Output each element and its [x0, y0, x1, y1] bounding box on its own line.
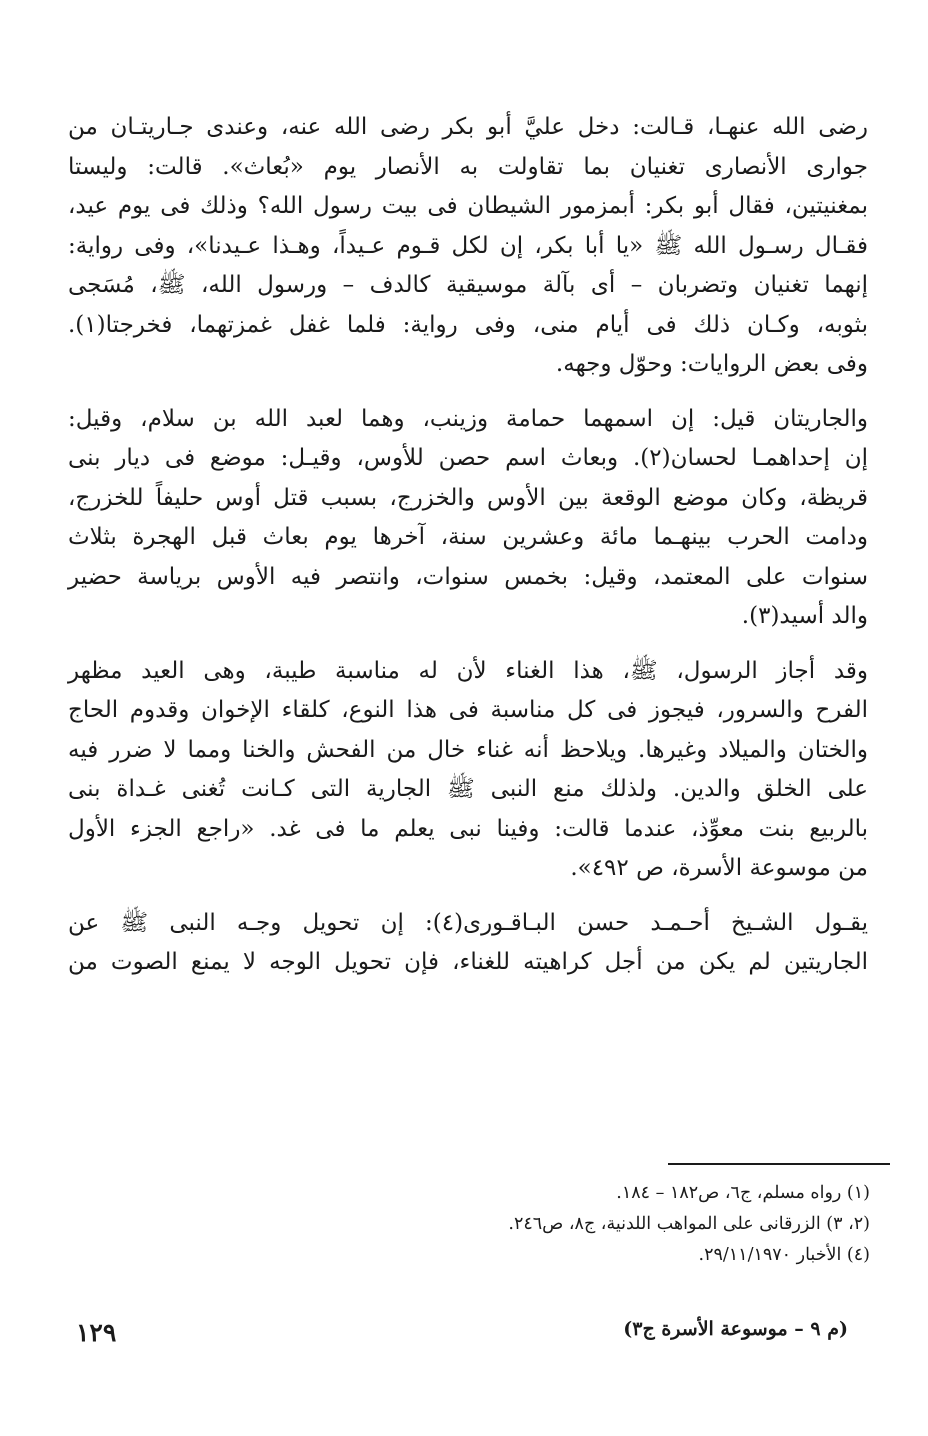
paragraph-1: [68, 108, 868, 385]
text-line: والختان والميلاد وغيرها. ويلاحظ أنه غناء خال من الفحش والخنا ومما لا ضرر فيه: [68, 736, 868, 763]
text-line: الفرح والسرور، فيجوز فى كل مناسبة فى هذا النوع، كلقاء الإخوان وقدوم الحاج: [68, 697, 868, 723]
page-body: [68, 108, 868, 998]
footer-source-label: (م ٩ – موسوعة الأسرة ج٣): [623, 1318, 848, 1340]
text-line: رضى الله عنهـا، قـالت: دخل عليَّ أبو بكر رضى الله عنه، وعندى جـاريتـان من: [68, 114, 868, 140]
text-line: ودامت الحرب بينهـما مائة وعشرين سنة، آخرها يوم بعاث قبل الهجرة بثلاث: [68, 524, 868, 550]
footnote-1: (١) رواه مسلم، ج٦، ص١٨٢ – ١٨٤.: [616, 1183, 870, 1203]
text-line: سنوات على المعتمد، وقيل: بخمس سنوات، وانتصر فيه الأوس برياسة حضير: [68, 563, 868, 590]
footnote-4: (٤) الأخبار ٢٩/١١/١٩٧٠.: [698, 1245, 870, 1265]
paragraph-3: [68, 652, 868, 889]
paragraph-4: [68, 904, 868, 983]
text-line: بمغنيتين، فقال أبو بكر: أبمزمور الشيطان فى بيت رسول الله؟ وذلك فى يوم عيد،: [68, 193, 868, 219]
text-line: قريظة، وكان موضع الوقعة بين الأوس والخزرج، بسبب قتل أوس حليفاً للخزرج،: [68, 484, 868, 511]
page-number: ١٢٩: [76, 1318, 117, 1347]
text-line: على الخلق والدين. ولذلك منع النبى ﷺ الجارية التى كـانت تُغنى غـداة بنى: [68, 776, 868, 802]
text-line: وفى بعض الروايات: وحوّل وجهه.: [555, 351, 868, 377]
text-line: من موسوعة الأسرة، ص ٤٩٢».: [570, 855, 868, 881]
text-line: بثوبه، وكـان ذلك فى أيام منى، وفى رواية: فلما غفل غمزتهما، فخرجتا(١).: [68, 311, 868, 338]
text-line: فقـال رسـول الله ﷺ «يا أبا بكر، إن لكل قـوم عـيداً، وهـذا عـيدنا»، وفى رواية:: [68, 232, 868, 259]
text-line: إن إحداهمـا لحسان(٢). وبعاث اسم حصن للأوس، وقيـل: موضع فى ديار بنى: [68, 445, 868, 471]
text-line: وقد أجاز الرسول، ﷺ، هذا الغناء لأن له مناسبة طيبة، وهى العيد مظهر: [68, 657, 868, 684]
text-line: بالربيع بنت معوِّذ، عندما قالت: وفينا نبى يعلم ما فى غد. «راجع الجزء الأول: [68, 815, 868, 842]
text-line: والد أسيد(٣).: [741, 603, 868, 629]
text-line: والجاريتان قيل: إن اسمهما حمامة وزينب، وهما لعبد الله بن سلام، وقيل:: [68, 405, 868, 432]
footnote-divider: [668, 1163, 890, 1165]
page-footer: [68, 1318, 868, 1358]
footnote-2-3: (٢، ٣) الزرقانى على المواهب اللدنية، ج٨، ص٢٤٦.: [508, 1214, 870, 1234]
paragraph-2: [68, 400, 868, 637]
text-line: الجاريتين لم يكن من أجل كراهيته للغناء، فإن تحويل الوجه لا يمنع الصوت من: [68, 949, 868, 975]
text-line: يقـول الشـيخ أحـمـد حسن البـاقـورى(٤): إن تحويل وجـه النبى ﷺ عن: [68, 909, 868, 936]
text-line: جوارى الأنصارى تغنيان بما تقاولت به الأنصار يوم «بُعاث». قالت: وليستا: [68, 153, 868, 180]
text-line: إنهما تغنيان وتضربان – أى بآلة موسيقية كالدف – ورسول الله، ﷺ، مُسَجى: [68, 272, 868, 298]
footnotes: [170, 1178, 870, 1271]
